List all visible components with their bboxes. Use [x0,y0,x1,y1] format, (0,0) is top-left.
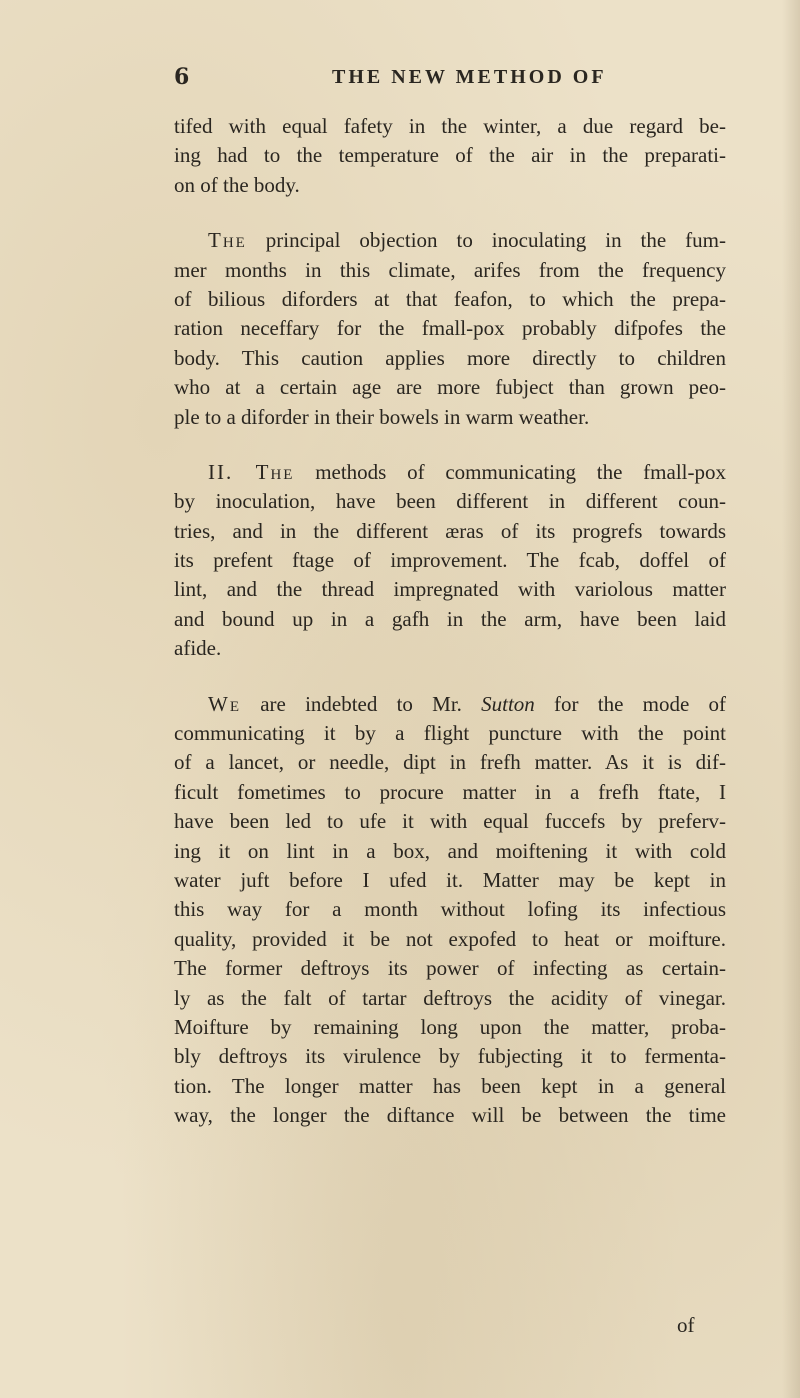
text-line: way, the longer the diftance will be between the time [174,1103,726,1128]
paragraph [174,226,726,432]
text-line: Moifture by remaining long upon the matter, proba- [174,1014,726,1039]
text-line: tifed with equal fafety in the winter, a due regard be- [174,114,726,138]
text-line: ly as the falt of tartar deftroys the acidity of vinegar. [174,985,726,1010]
text-line: of a lancet, or needle, dipt in frefh matter. As it is dif- [174,750,726,775]
running-head: THE NEW METHOD OF [332,66,607,88]
page-edge-shadow [782,0,800,1398]
text-line: ing had to the temperature of the air in the preparati- [174,143,726,168]
text-line: who at a certain age are more fubject than grown peo- [174,375,726,400]
text-line: mer months in this climate, arifes from the frequency [174,257,726,282]
body-text [174,112,726,1131]
paragraph-lead: The [208,228,247,253]
text-line: this way for a month without lofing its infectious [174,897,726,922]
text-line: by inoculation, have been different in different coun- [174,489,726,514]
text-fragment: for the mode of [534,691,726,716]
text-line: afide. [174,636,222,661]
text-line [174,690,726,719]
paragraph-lead: II. The [208,459,295,484]
text-line: and bound up in a gafh in the arm, have been laid [174,606,726,631]
text-line: tion. The longer matter has been kept in a general [174,1073,726,1098]
text-line: on of the body. [174,172,300,197]
text-line [174,226,726,255]
text-line: have been led to ufe it with equal fuccefs by preferv- [174,809,726,834]
text-line: water juft before I ufed it. Matter may be kept in [174,867,726,892]
paragraph [174,690,726,1131]
text-line: The former deftroys its power of infecting as certain- [174,956,726,981]
text-line: its prefent ftage of improvement. The fcab, doffel of [174,548,726,573]
text-line: ing it on lint in a box, and moiftening it with cold [174,838,726,863]
text-fragment: methods of communicating the fmall-pox [294,459,726,484]
text-line: quality, provided it be not expofed to heat or moifture. [174,926,726,951]
text-line: lint, and the thread impregnated with variolous matter [174,577,726,602]
text-line: ficult fometimes to procure matter in a frefh ftate, I [174,779,726,804]
text-line: body. This caution applies more directly to children [174,345,726,370]
text-line: tries, and in the different æras of its progrefs towards [174,518,726,543]
text-fragment: principal objection to inoculating in the fum- [246,228,726,253]
text-line [174,458,726,487]
paragraph-lead: We [208,691,241,716]
text-line: bly deftroys its virulence by fubjecting it to fermenta- [174,1044,726,1069]
paragraph [174,458,726,664]
italic-name: Sutton [481,691,535,716]
text-line: ple to a diforder in their bowels in warm weather. [174,404,590,429]
text-fragment: are indebted to Mr. [240,691,482,716]
paragraph [174,112,726,200]
text-line: communicating it by a flight puncture with the point [174,721,726,746]
text-line: ration neceffary for the fmall-pox probably difpofes the [174,316,726,341]
page-number: 6 [174,64,191,90]
catchword: of [677,1313,695,1337]
page-header [174,64,714,100]
text-line: of bilious diforders at that feafon, to which the prepa- [174,286,726,311]
